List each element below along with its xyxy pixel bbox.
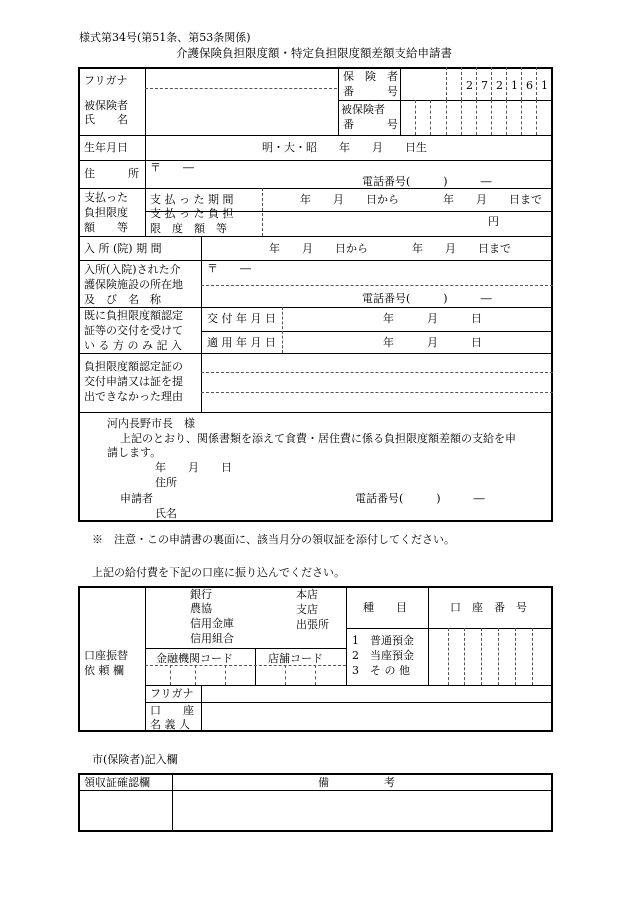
account-type-option[interactable]: 2 当座預金 <box>352 649 414 662</box>
facility-label: 入所(入院)された介 <box>84 263 181 276</box>
branch-type[interactable]: 出張所 <box>296 618 329 631</box>
furigana-field[interactable] <box>150 70 336 86</box>
bank-section-label: 口座振替 <box>84 649 128 662</box>
issue-date-value[interactable]: 年 月 日 <box>383 312 482 325</box>
institution-type[interactable]: 銀行 <box>190 588 212 601</box>
receipt-check-label: 領収証確認欄 <box>84 776 150 789</box>
address-label: 住 所 <box>84 167 139 180</box>
insured-name-label-2: 氏 名 <box>84 113 128 126</box>
account-holder-label: 口 座 <box>150 704 194 717</box>
bank-section-label-2: 依 頼 欄 <box>84 664 124 677</box>
branch-type[interactable]: 本店 <box>296 588 318 601</box>
applicant-name-label: 氏名 <box>155 507 177 520</box>
form-number: 様式第34号(第51条、第53条関係) <box>79 31 251 44</box>
institution-code-label: 金融機関コード <box>156 652 233 665</box>
form-title: 介護保険負担限度額・特定負担限度額差額支給申請書 <box>176 46 452 60</box>
addressee: 河内長野市長 様 <box>107 417 195 430</box>
statement-line-2: 請します。 <box>107 446 162 459</box>
account-holder-label-2: 名 義 人 <box>150 718 190 731</box>
insurer-no-label-2: 番 号 <box>343 85 398 98</box>
paid-period-label: 支 払 っ た 期 間 <box>150 193 234 206</box>
insurer-digit: 1 <box>541 79 548 92</box>
account-number-label: 口 座 番 号 <box>450 601 527 614</box>
facility-label-3: 及 び 名 称 <box>84 293 161 306</box>
remarks-label: 備 考 <box>318 776 395 789</box>
paid-amount-label: 支 払 っ た 負 担 <box>150 207 234 220</box>
certificate-label-2: 証等の交付を受けて <box>84 324 183 337</box>
insured-no-label: 被保険者 <box>341 103 385 116</box>
applicant-address-label: 住所 <box>155 476 177 489</box>
paid-amount-unit: 円 <box>488 215 499 228</box>
branch-code-label: 店舗コード <box>268 652 323 665</box>
insurer-digit: 7 <box>481 79 488 92</box>
admission-period-value[interactable]: 年 月 日から 年 月 日まで <box>269 242 511 255</box>
address-postal[interactable]: 〒 ― <box>150 161 194 174</box>
insurer-digit: 6 <box>526 79 533 92</box>
account-type-label: 種 目 <box>363 601 407 614</box>
reason-field[interactable] <box>205 356 549 408</box>
admission-period-label: 入 所 (院) 期 間 <box>84 242 162 255</box>
limit-label: 支払った <box>84 191 128 204</box>
insured-no-label-2: 番 号 <box>343 118 398 131</box>
account-holder-field[interactable] <box>206 706 549 728</box>
reason-label-2: 交付申請又は証を提 <box>84 375 183 388</box>
institution-type[interactable]: 信用組合 <box>190 632 234 645</box>
application-date[interactable]: 年 月 日 <box>155 461 232 474</box>
transfer-intro: 上記の給付費を下記の口座に振り込んでください。 <box>92 566 345 579</box>
insured-name-field[interactable] <box>150 94 336 134</box>
statement-line-1: 上記のとおり、関係書類を添えて食費・居住費に係る負担限度額差額の支給を申 <box>120 432 516 445</box>
city-section-title: 市(保険者)記入欄 <box>92 753 178 766</box>
certificate-label-3: い る 方 の み 記 入 <box>84 339 182 352</box>
reason-label-3: 出できなかった理由 <box>84 390 183 403</box>
facility-postal[interactable]: 〒 ― <box>207 262 251 275</box>
account-type-option[interactable]: 3 そ の 他 <box>352 664 410 677</box>
insurer-no-label: 保 険 者 <box>343 70 398 83</box>
birth-value[interactable]: 明・大・昭 年 月 日生 <box>262 141 427 154</box>
insured-name-label: 被保険者 <box>84 99 128 112</box>
issue-date-label: 交 付 年 月 日 <box>207 312 276 325</box>
branch-type[interactable]: 支店 <box>296 603 318 616</box>
facility-phone[interactable]: 電話番号( ) ― <box>362 292 492 305</box>
bank-furigana-label: フリガナ <box>150 687 194 700</box>
certificate-label: 既に負担限度額認定 <box>84 309 183 322</box>
birth-label: 生年月日 <box>84 141 128 154</box>
institution-type[interactable]: 信用金庫 <box>190 617 234 630</box>
reason-label: 負担限度額認定証の <box>84 360 183 373</box>
apply-date-label: 適 用 年 月 日 <box>207 336 276 349</box>
applicant-label: 申請者 <box>120 492 153 505</box>
applicant-phone[interactable]: 電話番号( ) ― <box>355 492 485 505</box>
limit-label-3: 額 等 <box>84 221 128 234</box>
account-type-option[interactable]: 1 普通預金 <box>352 634 414 647</box>
insurer-digit: 2 <box>496 79 503 92</box>
apply-date-value[interactable]: 年 月 日 <box>383 336 482 349</box>
paid-amount-label-2: 限 度 額 等 <box>150 222 227 235</box>
institution-type[interactable]: 農協 <box>190 602 212 615</box>
paid-period-value[interactable]: 年 月 日から 年 月 日まで <box>300 193 542 206</box>
insurer-digit: 1 <box>511 79 518 92</box>
attachment-note: ※ 注意・この申請書の裏面に、該当月分の領収証を添付してください。 <box>92 533 455 546</box>
insurer-digit: 2 <box>466 79 473 92</box>
address-phone[interactable]: 電話番号( ) ― <box>362 175 492 188</box>
limit-label-2: 負担限度 <box>84 206 128 219</box>
facility-label-2: 護保険施設の所在地 <box>84 278 183 291</box>
furigana-label: フリガナ <box>84 74 128 87</box>
